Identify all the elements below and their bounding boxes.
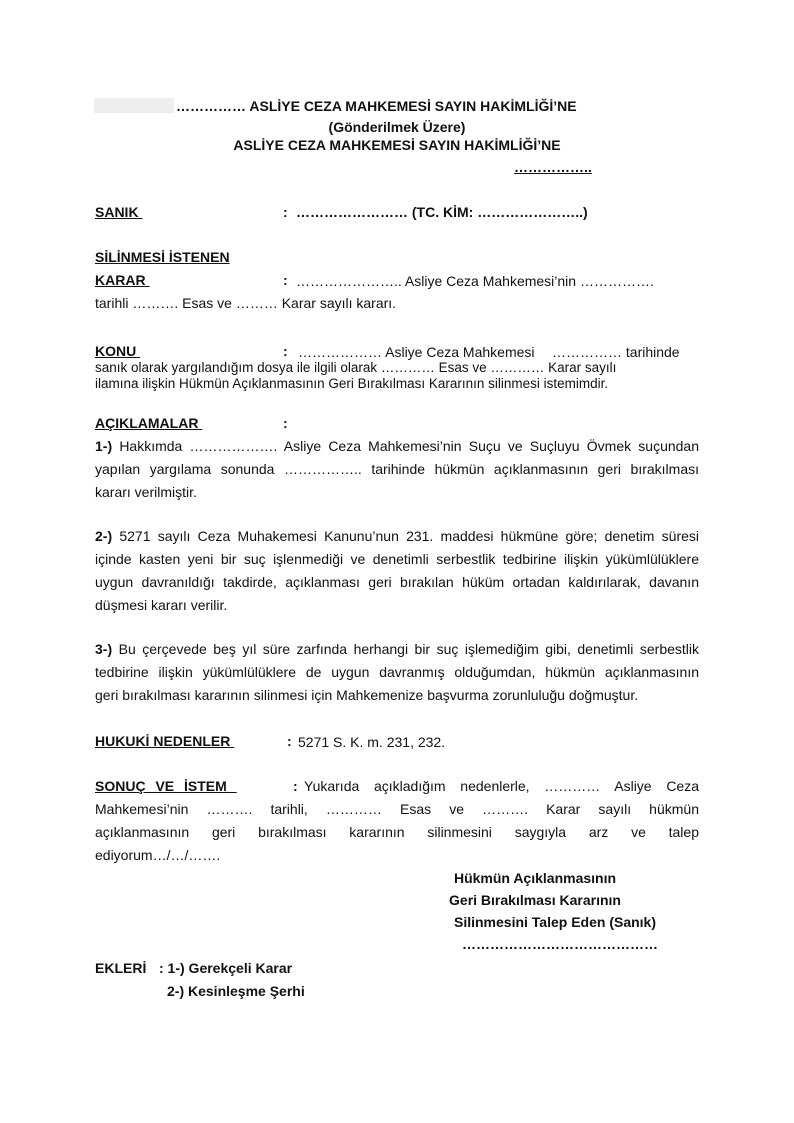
header-line-2: (Gönderilmek Üzere): [328, 119, 466, 135]
paragraph-1-line-3: kararı verilmiştir.: [95, 484, 197, 500]
sanik-value: …………………… (TC. KİM: …………………..): [296, 204, 588, 220]
karar-label: KARAR :: [95, 272, 288, 288]
silinmesi-label: SİLİNMESİ İSTENEN: [95, 249, 230, 265]
sonuc-label: SONUÇ VE İSTEM :: [95, 778, 298, 794]
signature-line-3: Silinmesini Talep Eden (Sanık): [453, 914, 656, 930]
karar-line-2: tarihli ………. Esas ve ……… Karar sayılı kararı.: [95, 295, 397, 311]
hukuki-value: 5271 S. K. m. 231, 232.: [298, 734, 446, 750]
konu-line-2: sanık olarak yargılandığım dosya ile ilgili olarak ………… Esas ve ………… Karar sayılı: [95, 360, 617, 375]
konu-line-3: ilamına ilişkin Hükmün Açıklanmasının Geri Bırakılması Kararının silinmesi istemimdir.: [95, 376, 609, 391]
sonuc-line-4: ediyorum…/…/…….: [95, 847, 221, 863]
ekler-label: EKLERİ: [95, 960, 147, 976]
paragraph-1-line-1: 1-) Hakkımda ………………. Asliye Ceza Mahkemesi’nin Suçu ve Suçluyu Övmek suçundan: [95, 438, 700, 454]
paragraph-1-line-2: yapılan yargılama sonunda …………….. tarihinde hükmün açıklanmasının geri bırakılması: [95, 461, 699, 477]
paragraph-3-line-2: tedbirine ilişkin yükümlülüklere de uygun davranmış olduğumdan, hükmün açıklanmasının: [95, 664, 699, 680]
signature-line-2: Geri Bırakılması Kararının: [449, 892, 621, 908]
header-line-4: ……………..: [514, 159, 592, 175]
konu-label: KONU :: [95, 343, 288, 359]
paragraph-2-line-2: içinde kasten yeni bir suç işlenmediği ve denetimli serbestlik tedbirine ilişkin yükümlülüklere: [95, 551, 699, 567]
konu-line-1a: ……………… Asliye Ceza Mahkemesi: [298, 344, 535, 360]
signature-line-1: Hükmün Açıklanmasının: [453, 870, 617, 886]
signature-line: ……………………………………: [462, 936, 658, 952]
aciklamalar-label: AÇIKLAMALAR :: [95, 415, 288, 431]
header-shading: [94, 98, 174, 113]
hukuki-label: HUKUKİ NEDENLER :: [95, 733, 292, 749]
sonuc-line-1: Yukarıda açıkladığım nedenlerle, ………… Asliye Ceza: [304, 778, 699, 794]
sonuc-line-3: açıklanmasının geri bırakılması kararının silinmesini saygıyla arz ve talep: [95, 824, 699, 840]
paragraph-3-line-1: 3-) Bu çerçevede beş yıl süre zarfında herhangi bir suç işlemediğim gibi, denetimli serbestlik: [95, 641, 700, 657]
header-line-1: …………… ASLİYE CEZA MAHKEMESİ SAYIN HAKİMLİĞİ’NE: [176, 98, 577, 114]
ekler-item-2: 2-) Kesinleşme Şerhi: [167, 983, 305, 999]
sonuc-line-2: Mahkemesi’nin ………. tarihli, ………… Esas ve ………. Karar sayılı hükmün: [95, 801, 699, 817]
ekler-item-1: : 1-) Gerekçeli Karar: [159, 960, 293, 976]
paragraph-2-line-1: 2-) 5271 sayılı Ceza Muhakemesi Kanunu’nun 231. maddesi hükmüne göre; denetim süresi: [95, 528, 700, 544]
paragraph-3-line-3: geri bırakılması kararının silinmesi için Mahkemenize başvurma zorunluluğu doğmuştur.: [95, 687, 639, 703]
sanik-label: SANIK :: [95, 204, 288, 220]
paragraph-2-line-4: düşmesi kararı verilir.: [95, 597, 228, 613]
header-line-3: ASLİYE CEZA MAHKEMESİ SAYIN HAKİMLİĞİ’NE: [233, 137, 561, 153]
paragraph-2-line-3: uygun davranıldığı takdirde, açıklanması geri bırakılan hüküm ortadan kaldırılarak, davanın: [95, 574, 699, 590]
karar-line-1: ………………….. Asliye Ceza Mahkemesi’nin …………….: [296, 273, 654, 289]
konu-line-1b: …………… tarihinde: [552, 344, 680, 360]
